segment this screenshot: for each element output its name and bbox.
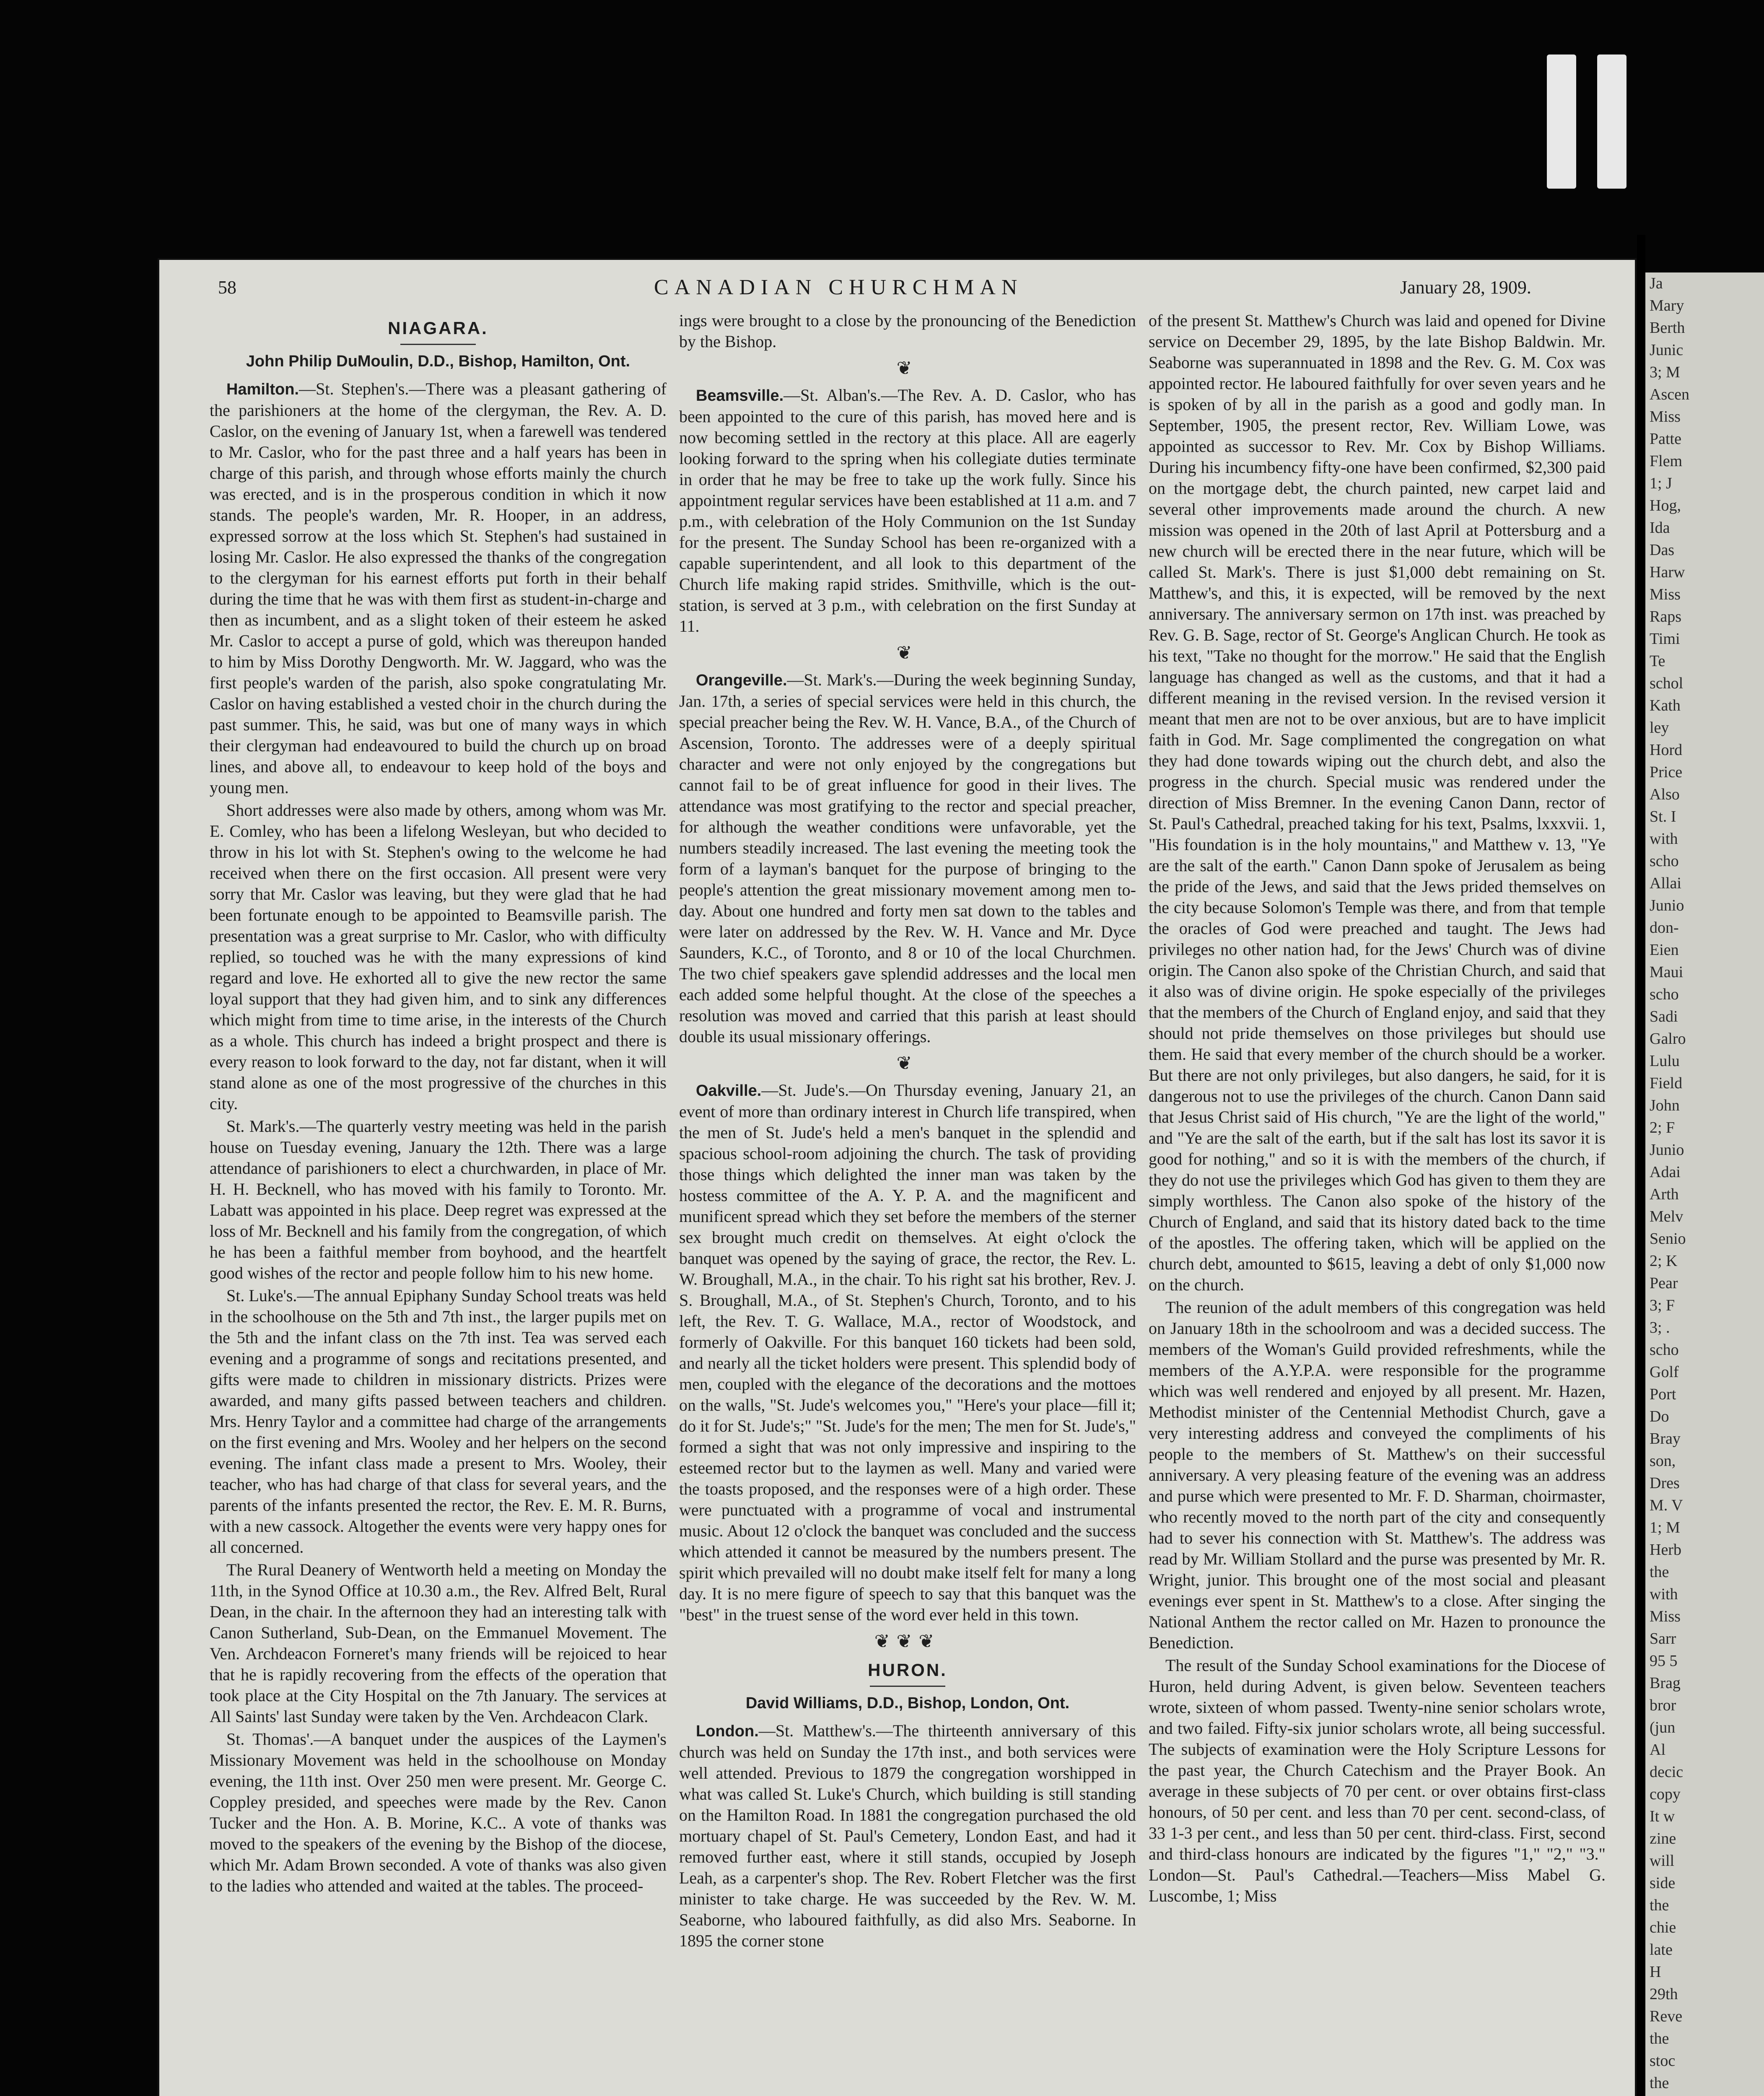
adjacent-page-line: decic <box>1650 1763 1684 1781</box>
adjacent-page-line: Allai <box>1650 874 1681 892</box>
adjacent-page-line: Lulu <box>1650 1052 1680 1070</box>
article-paragraph: St. Luke's.—The annual Epiphany Sunday School treats was held in the schoolhouse on the 5th and 7th inst., the larger pupils met on the 5th and the infant class on the 7th inst. Tea was served each evening and a programme of songs and recitations presented, and gifts were made to children in missionary districts. Prizes were awarded, and many gifts passed between teachers and children. Mrs. Henry Taylor and a committee had charge of the arrangements on the first evening and Mrs. Wooley and her helpers on the second evening. The infant class made a present to Mrs. Wooley, their teacher, who has had charge of that class for several years, and the parents of the infants presented the rector, the Rev. E. M. R. Burns, with a new cassock. Altogether the events were very happy ones for all concerned. <box>210 1286 667 1556</box>
adjacent-page-line: M. V <box>1650 1497 1683 1514</box>
adjacent-page-line: Dres <box>1650 1474 1680 1492</box>
adjacent-page-line: will <box>1650 1852 1675 1870</box>
place-name: Orangeville. <box>696 672 787 689</box>
adjacent-page-line: Miss <box>1650 1608 1681 1625</box>
place-name: Beamsville. <box>696 387 784 405</box>
article-paragraph: Beamsville.—St. Alban's.—The Rev. A. D. Caslor, who has been appointed to the cure of this parish, has moved here and is now becoming settled in the rectory at this place. All are eagerly looking forward to the spring when his collegiate duties terminate in order that he may be free to take up the work fully. Since his appointment regular services have been established at 11 a.m. and 7 p.m., with celebration of the Holy Communion on the 1st Sunday for the present. The Sunday School has been re-organized with a capable superintendent, and all look to this department of the Church life making rapid strides. Smithville, which is the out-station, is served at 3 p.m., with celebration on the first Sunday at 11. <box>679 386 1136 636</box>
adjacent-page-line: 3; F <box>1650 1297 1675 1314</box>
place-name: Hamilton. <box>226 381 299 398</box>
running-head <box>159 277 1635 306</box>
adjacent-page-line: with <box>1650 830 1678 848</box>
adjacent-page-line: Galro <box>1650 1030 1686 1048</box>
adjacent-page-line: Junio <box>1650 1141 1684 1159</box>
adjacent-page-line: Field <box>1650 1074 1683 1092</box>
adjacent-page-line: ley <box>1650 719 1669 737</box>
article-paragraph: The reunion of the adult members of this congregation was held on January 18th in the schoolroom and was a decided success. The members of the Woman's Guild provided refreshments, while the members of the A.Y.P.A. were responsible for the programme which was well rendered and enjoyed by all present. Mr. Hazen, Methodist minister of the Centennial Methodist Church, gave a very interesting address and conveyed the compliments of his people to the members of St. Matthew's on their successful anniversary. A very pleasing feature of the evening was an address and purse which were presented to Mr. F. D. Sharman, choirmaster, who recently moved to the north part of the city and consequently had to sever his connection with St. Matthew's. The address was read by Mr. William Stollard and the purse was presented by Mr. R. Wright, junior. This brought one of the most social and pleasant evenings ever spent in St. Matthew's to a close. After singing the National Anthem the rector called on Mr. Hazen to pronounce the Benediction. <box>1149 1298 1606 1652</box>
adjacent-page-line: Raps <box>1650 608 1681 625</box>
film-registration-mark <box>1547 54 1576 189</box>
adjacent-page-line: the <box>1650 2030 1669 2047</box>
adjacent-page-line: Miss <box>1650 586 1681 603</box>
adjacent-page-line: zine <box>1650 1830 1676 1847</box>
adjacent-page-line: scho <box>1650 852 1679 870</box>
adjacent-page-line: 3; M <box>1650 363 1680 381</box>
adjacent-page-line: Das <box>1650 541 1675 559</box>
bishop-line: John Philip DuMoulin, D.D., Bishop, Hamilton, Ont. <box>246 353 630 370</box>
adjacent-page-line: H <box>1650 1963 1661 1981</box>
ornament: ❦ <box>896 358 919 379</box>
adjacent-page-line: Harw <box>1650 563 1685 581</box>
adjacent-page-line: Ida <box>1650 519 1670 537</box>
newspaper-page <box>159 260 1635 2096</box>
adjacent-page-line: 95 5 <box>1650 1652 1678 1670</box>
adjacent-page-line: Hord <box>1650 741 1683 759</box>
adjacent-page-line: the <box>1650 1563 1669 1581</box>
adjacent-page-line <box>1645 2094 1764 2096</box>
film-registration-mark <box>1597 54 1627 189</box>
adjacent-page-line: Do <box>1650 1408 1669 1425</box>
article-paragraph: St. Thomas'.—A banquet under the auspices of the Laymen's Missionary Movement was held in the schoolhouse on Monday evening, the 11th inst. Over 250 men were present. Mr. George C. Coppley presided, and speeches were made by the Rev. Canon Tucker and the Hon. A. B. Morine, K.C.. A vote of thanks was moved to the speakers of the evening by the Bishop of the diocese, which Mr. Adam Brown seconded. A vote of thanks was also given to the ladies who attended and waited at the tables. The proceed- <box>210 1730 667 1895</box>
adjacent-page-line: Price <box>1650 763 1683 781</box>
article-paragraph: Oakville.—St. Jude's.—On Thursday evening, January 21, an event of more than ordinary interest in Church life transpired, when the men of St. Jude's held a men's banquet in the splendid and spacious school-room adjoining the church. The task of providing those things which delighted the inner man was taken by the hostess committee of the A. Y. P. A. and the magnificent and munificent spread which they set before the members of the sterner sex brought much credit on themselves. At eight o'clock the banquet was opened by the saying of grace, the rector, the Rev. L. W. Broughall, M.A., in the chair. To his right sat his brother, Rev. J. S. Broughall, M.A., of St. Stephen's Church, Toronto, and to his left, the Rev. T. G. Wallace, M.A., rector of Woodstock, and formerly of Oakville. For this banquet 160 tickets had been sold, and nearly all the ticket holders were present. This splendid body of men, coupled with the elegance of the decorations and the mottoes on the walls, "St. Jude's welcomes you," "Here's your place—fill it; do it for St. Jude's;" "St. Jude's for the men; The men for St. Jude's," formed a sight that was not only impressive and inspiring to the esteemed rector but to the laymen as well. Many and varied were the toasts proposed, and the responses were of a high order. These were punctuated with a programme of vocal and instrumental music. About 12 o'clock the banquet was concluded and the success which attended it cannot be measured by the numbers present. The spirit which prevailed will no doubt make itself felt for many a long day. It is no mere figure of speech to say that this banquet was the "best" in the truest sense of the word ever held in this town. <box>679 1081 1136 1624</box>
page-number: 58 <box>218 277 236 298</box>
article-paragraph: Orangeville.—St. Mark's.—During the week beginning Sunday, Jan. 17th, a series of special services were held in this church, the special preacher being the Rev. W. H. Vance, B.A., of the Church of Ascension, Toronto. The addresses were of a deeply spiritual character and were not only enjoyed by the congregations but cannot fail to be of great influence for good in their lives. The attendance was most gratifying to the rector and special preacher, for although the weather conditions were unfavorable, yet the numbers steadily increased. The last evening the meeting took the form of a layman's banquet for the purpose of bringing to the people's attention the great missionary movement among men to-day. About one hundred and forty men sat down to the tables and were later on addressed by the Rev. W. H. Vance and Mr. Dyce Saunders, K.C., of Toronto, and 8 or 10 of the local Churchmen. The two chief speakers gave splendid addresses and the local men each added some helpful thought. At the close of the speeches a resolution was moved and carried that this parish at least should double its usual missionary offerings. <box>679 670 1136 1046</box>
adjacent-page-line: Timi <box>1650 630 1680 648</box>
adjacent-page-line: Bray <box>1650 1430 1681 1447</box>
adjacent-page-line: Golf <box>1650 1363 1679 1381</box>
adjacent-page-line: copy <box>1650 1785 1681 1803</box>
adjacent-page-text <box>1645 272 1764 2096</box>
adjacent-page-line: son, <box>1650 1452 1676 1470</box>
adjacent-page-line: 1; M <box>1650 1519 1680 1536</box>
place-name: Oakville. <box>696 1082 762 1100</box>
adjacent-page-line: Herb <box>1650 1541 1681 1559</box>
place-name: London. <box>696 1722 759 1740</box>
adjacent-page-line: Ja <box>1650 275 1663 292</box>
adjacent-page-line: Mary <box>1650 297 1684 314</box>
adjacent-page-line: Senio <box>1650 1230 1686 1248</box>
ornament-triple: ❦❦❦ <box>874 1631 941 1652</box>
adjacent-page-line: Pear <box>1650 1274 1678 1292</box>
adjacent-page-line: the <box>1650 2074 1669 2092</box>
adjacent-page-line: Ascen <box>1650 386 1689 403</box>
ornament: ❦ <box>896 1053 919 1074</box>
adjacent-page-line: Berth <box>1650 319 1685 337</box>
adjacent-page-line: Maui <box>1650 963 1684 981</box>
article-paragraph: The result of the Sunday School examinations for the Diocese of Huron, held during Advent, is given below. Seventeen teachers wrote, sixteen of whom passed. Twenty-nine senior scholars wrote, and two failed. Fifty-six junior scholars wrote, all being successful. The subjects of examination were the Holy Scripture Lessons for the past year, the Church Catechism and the Prayer Book. An average in these subjects of 70 per cent. or over obtains first-class honours, of 50 per cent. and less than 70 per cent. second-class, of 33 1-3 per cent., and less than 50 per cent. third-class. First, second and third-class honours are indicated by the figures "1," "2," "3." London—St. Paul's Cathedral.—Teachers—Miss Mabel G. Luscombe, 1; Miss <box>1149 1656 1606 1905</box>
column-2 <box>679 310 1136 1953</box>
adjacent-page-line: Al <box>1650 1741 1665 1759</box>
page-gutter <box>1637 235 1645 2096</box>
adjacent-page-line: side <box>1650 1874 1676 1892</box>
adjacent-page-line: chie <box>1650 1919 1676 1936</box>
article-paragraph: Hamilton.—St. Stephen's.—There was a pleasant gathering of the parishioners at the home of the clergyman, the Rev. A. D. Caslor, on the evening of January 1st, when a farewell was tendered to Mr. Caslor, who for the past three and a half years has been in charge of this parish, and through whose efforts mainly the church was erected, and is in the prosperous condition in which it now stands. The people's warden, Mr. R. Hooper, in an address, expressed sorrow at the loss which St. Stephen's had sustained in losing Mr. Caslor. He also expressed the thanks of the congregation to the clergyman for his earnest efforts put forth in their behalf during the time that he was with them first as student-in-charge and then as incumbent, and as a slight token of their esteem he asked Mr. Caslor to accept a purse of gold, which was thereupon handed to him by Miss Dorothy Dengworth. Mr. W. Jaggard, who was the first people's warden of the parish, also spoke congratulating Mr. Caslor on having established a vested choir in the church during the past summer. This, he said, was but one of many ways in which their clergyman had endeavoured to build the church up on broad lines, and above all, to endeavour to keep hold of the boys and young men. <box>210 379 667 797</box>
adjacent-page-line: don- <box>1650 919 1679 936</box>
article-paragraph: London.—St. Matthew's.—The thirteenth anniversary of this church was held on Sunday the 17th inst., and both services were well attended. Previous to 1879 the congregation worshipped in what was called St. Luke's Church, which building is still standing on the Hamilton Road. In 1881 the congregation purchased the old mortuary chapel of St. Paul's Cemetery, London East, and had it removed further east, where it still stands, occupied by Joseph Leah, as a carpenter's shop. The Rev. Robert Fletcher was the first minister to take charge. He was succeeded by the Rev. W. M. Seaborne, who laboured faithfully, as did also Mrs. Seaborne. In 1895 the corner stone <box>679 1721 1136 1950</box>
article-paragraph: Short addresses were also made by others, among whom was Mr. E. Comley, who has been a lifelong Wesleyan, but who decided to throw in his lot with St. Stephen's owing to the welcome he had received when there on the first occasion. All present were very sorry that Mr. Caslor was leaving, but they were glad that he had been fortunate enough to be appointed to Beamsville parish. The presentation was a great surprise to Mr. Caslor, who with difficulty replied, so touched was he with the many expressions of kind regard and love. He exhorted all to give the new rector the same loyal support that they had given him, and to sink any differences which might from time to time arise, in the interests of the Church as a whole. This church has indeed a bright prospect and there is every reason to look forward to the day, not far distant, when it will stand alone as one of the most progressive of the churches in this city. <box>210 801 667 1113</box>
adjacent-page-line: bror <box>1650 1697 1676 1714</box>
ornament: ❦ <box>896 643 919 663</box>
adjacent-page-line: 1; J <box>1650 475 1672 492</box>
masthead: CANADIAN CHURCHMAN <box>654 275 1023 299</box>
adjacent-page-line: late <box>1650 1941 1673 1959</box>
adjacent-page-line: Sarr <box>1650 1630 1676 1647</box>
section-heading-niagara: NIAGARA. <box>388 318 488 338</box>
article-paragraph: of the present St. Matthew's Church was laid and opened for Divine service on December 29, 1895, by the late Bishop Baldwin. Mr. Seaborne was superannuated in 1898 and the Rev. G. M. Cox was appointed rector. He laboured faithfully for over seven years and he is spoken of by all in the parish as a good and godly man. In September, 1905, the present rector, Rev. William Lowe, was appointed as successor to Rev. Mr. Cox by Bishop Williams. During his incumbency fifty-one have been confirmed, $2,300 paid on the mortgage debt, the church painted, new carpet laid and several other improvements made around the church. A new mission was opened in the 20th of last April at Pottersburg and a new church will be erected there in the near future, which will be called St. Mark's. There is just $1,000 debt remaining on St. Matthew's, and this, it is expected, will be removed by the next anniversary. The anniversary sermon on 17th inst. was preached by Rev. G. B. Sage, rector of St. George's Anglican Church. He took as his text, "Take no thought for the morrow." He said that the English language has changed as well as the customs, and that it had a different meaning in the revised version. In the revised version it meant that men are not to be over anxious, but are to have implicit faith in God. Mr. Sage complimented the congregation on what they had done towards wiping out the church debt, and also the progress in the church. Special music was rendered under the direction of Miss Bremner. In the evening Canon Dann, rector of St. Paul's Cathedral, preached taking for his text, Psalms, lxxxvii. 1, "His foundation is in the holy mountains," and Matthew v. 13, "Ye are the salt of the earth." Canon Dann spoke of Jerusalem as being the pride of the Jews, and said that the Jews prided themselves on the city because Solomon's Temple was there, and from that temple the oracles of God were preached and taught. The Jews had privileges no other nation had, for the Jews' Church was of divine origin. The Canon also spoke of the Christian Church, and said that it also was of divine origin. He spoke especially of the privileges that the members of the Church of England enjoy, and said that they should not pride themselves on those privileges but should use them. He said that every member of the church should be a worker. But there are not only privileges, but also dangers, he said, for it is dangerous not to use the privileges of the church. Canon Dann said that Jesus Christ said of His church, "Ye are the light of the world," and "Ye are the salt of the earth, but if the salt has lost its savor it is good for nothing," and so it is with the members of the church, if they do not use the privileges which God has given to them they are simply worthless. The Canon also spoke of the history of the Church of England, and said that its history dated back to the time of the apostles. The offering taken, which will be applied on the church debt, amounted to $615, leaving a debt of only $1,000 now on the church. <box>1149 311 1606 1294</box>
article-paragraph: St. Mark's.—The quarterly vestry meeting was held in the parish house on Tuesday evening, January the 12th. There was a large attendance of parishioners to elect a churchwarden, in place of Mr. H. H. Becknell, who has moved with his family to Toronto. Mr. Labatt was appointed in his place. Deep regret was expressed at the loss of Mr. Becknell and his family from the congregation, of which he has been a faithful member from boyhood, and the heartfelt good wishes of the rector and people follow him to his new home. <box>210 1117 667 1282</box>
adjacent-page-line: Port <box>1650 1385 1676 1403</box>
adjacent-page-line: Eien <box>1650 941 1679 959</box>
adjacent-page-line: the <box>1650 1896 1669 1914</box>
issue-date: January 28, 1909. <box>1400 277 1531 298</box>
adjacent-page-line: Te <box>1650 652 1665 670</box>
article-paragraph: The Rural Deanery of Wentworth held a meeting on Monday the 11th, in the Synod Office at 10.30 a.m., the Rev. Alfred Belt, Rural Dean, in the chair. In the afternoon they had an interesting talk with Canon Sutherland, Sub-Dean, on the Emmanuel Movement. The Ven. Archdeacon Forneret's many friends will be rejoiced to hear that he is rapidly recovering from the effects of the operation that took place at the City Hospital on the 7th January. The services at All Saints' last Sunday were taken by the Ven. Archdeacon Clark. <box>210 1560 667 1726</box>
adjacent-page-line: Melv <box>1650 1208 1684 1225</box>
adjacent-page-line: Hog, <box>1650 497 1681 514</box>
adjacent-page-line: Also <box>1650 786 1680 803</box>
adjacent-page-line: scho <box>1650 986 1679 1003</box>
heading-rule <box>400 344 476 345</box>
bishop-line: David Williams, D.D., Bishop, London, Ont. <box>745 1694 1070 1712</box>
article-paragraph: ings were brought to a close by the pronouncing of the Benediction by the Bishop. <box>679 311 1136 351</box>
adjacent-page-line: Kath <box>1650 697 1681 714</box>
adjacent-page-line: Junic <box>1650 341 1684 359</box>
adjacent-page-edge <box>1645 272 1764 2096</box>
column-3 <box>1149 310 1606 1908</box>
adjacent-page-line: scho <box>1650 1341 1679 1359</box>
adjacent-page-line: with <box>1650 1585 1678 1603</box>
adjacent-page-line: 29th <box>1650 1985 1678 2003</box>
adjacent-page-line: (jun <box>1650 1719 1676 1736</box>
heading-rule <box>870 1686 945 1687</box>
adjacent-page-line: Reve <box>1650 2008 1683 2025</box>
adjacent-page-line: Patte <box>1650 430 1681 448</box>
section-heading-huron: HURON. <box>868 1660 947 1680</box>
adjacent-page-line: St. I <box>1650 808 1676 825</box>
adjacent-page-line: Sadi <box>1650 1008 1678 1025</box>
adjacent-page-line: schol <box>1650 674 1684 692</box>
adjacent-page-line: It w <box>1650 1808 1675 1825</box>
adjacent-page-line: John <box>1650 1097 1680 1114</box>
adjacent-page-line: Flem <box>1650 452 1683 470</box>
adjacent-page-line: 3; . <box>1650 1319 1670 1336</box>
adjacent-page-line: Brag <box>1650 1674 1681 1692</box>
adjacent-page-line: Adai <box>1650 1163 1681 1181</box>
adjacent-page-line: 2; K <box>1650 1252 1678 1270</box>
adjacent-page-line: Junio <box>1650 897 1684 914</box>
adjacent-page-line: stoc <box>1650 2052 1676 2070</box>
adjacent-page-line: Arth <box>1650 1185 1679 1203</box>
adjacent-page-line: Miss <box>1650 408 1681 425</box>
column-1 <box>210 310 667 1898</box>
adjacent-page-line: 2; F <box>1650 1119 1675 1136</box>
